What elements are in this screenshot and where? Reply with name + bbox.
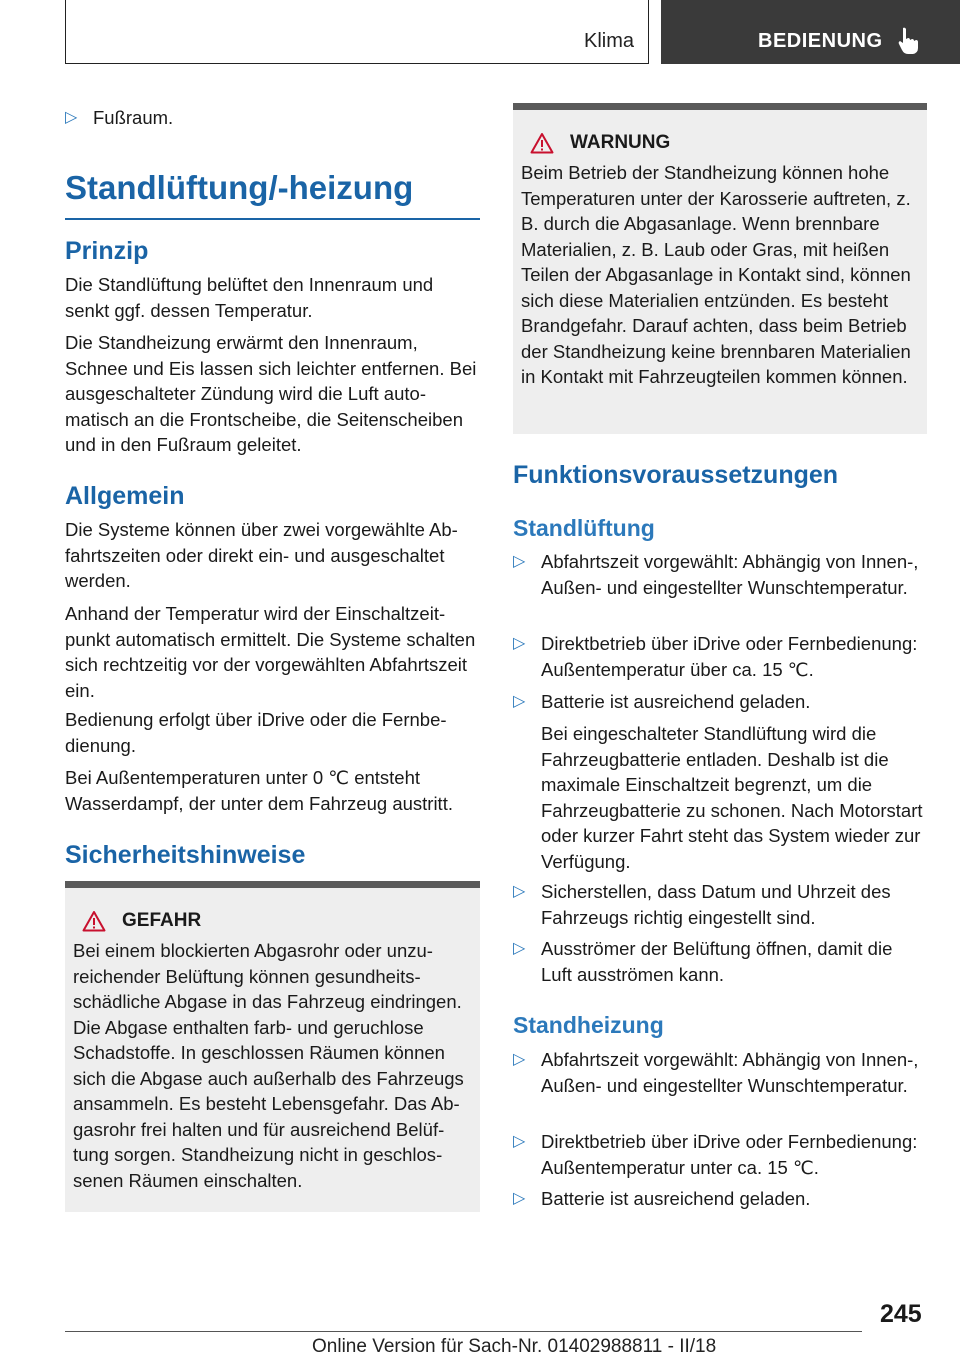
title-rule [65, 218, 480, 220]
bullet-triangle-icon: ▷ [513, 1133, 526, 1150]
heading-standheizung: Standheizung [513, 1012, 664, 1038]
bullet-triangle-icon: ▷ [513, 940, 526, 957]
page-title-block [65, 168, 480, 220]
warning-box-title: WARNUNG [530, 130, 919, 156]
warning-triangle-icon [530, 132, 554, 154]
heading-standlueftung: Standlüftung [513, 515, 655, 541]
list-item: ▷ Ausströmer der Belüftung öffnen, damit die Luft ausströmen kann. [513, 938, 893, 985]
bullet-triangle-icon: ▷ [513, 553, 526, 570]
paragraph: Die Systeme können über zwei vorgewählte Abfahrtszeiten oder direkt ein- und ausgeschaltet werden. [65, 519, 458, 591]
list-item: ▷ Batterie ist ausreichend geladen. [513, 689, 927, 715]
warning-box [513, 103, 927, 434]
heading-funktionsvoraussetzungen: Funktionsvoraussetzungen [513, 461, 839, 489]
heading-allgemein: Allgemein [65, 482, 185, 510]
list-item: ▷ Direktbetrieb über iDrive oder Fernbedienung: Außentemperatur über ca. 15 ℃. [513, 633, 918, 680]
bullet-triangle-icon: ▷ [513, 693, 526, 710]
bullet-triangle-icon: ▷ [513, 883, 526, 900]
heading-sicherheitshinweise: Sicherheitshinweise [65, 841, 306, 869]
paragraph: Anhand der Temperatur wird der Einschaltzeitpunkt automatisch ermittelt. Die Systeme schalten sich rechtzeitig vor der vorgewählten Abfahrtszeit ein. [65, 603, 476, 701]
bullet-triangle-icon: ▷ [513, 1051, 526, 1068]
list-item: ▷ Sicherstellen, dass Datum und Uhrzeit des Fahrzeugs richtig eingestellt sind. [513, 881, 891, 928]
list-item: ▷ Abfahrtszeit vorgewählt: Abhängig von Innen-, Außen- und eingestellter Wunschtemperatur. [513, 1049, 919, 1096]
heading-prinzip: Prinzip [65, 237, 149, 265]
page-title: Standlüftung/-heizung [65, 169, 414, 206]
paragraph: Die Standheizung erwärmt den Innenraum, Schnee und Eis lassen sich leichter entfernen. Bei ausgeschalteter Zündung wird die Luft automatisch an die Frontscheibe, die Seitenscheiben und in den Fußraum geleitet. [65, 332, 477, 455]
danger-box-text: Bei einem blockierten Abgasrohr oder unzureichender Belüftung können gesundheitsschädliche Abgase in das Fahrzeug eindringen. Die Abgase enthalten farb- und geruchlose Schadstoffe. In geschlossen Räumen können sich die Abgase auch außerhalb des Fahrzeugs ansammeln. Es besteht Lebensgefahr. Das Abgasrohr frei halten und für ausreichend Belüftung sorgen. Standheizung nicht in geschlossenen Räumen einschalten. [73, 940, 464, 1191]
footer-rule [65, 1331, 862, 1332]
paragraph: Bedienung erfolgt über iDrive oder die Fernbedienung. [65, 709, 447, 756]
page-number: 245 [880, 1300, 922, 1328]
bullet-triangle-icon: ▷ [513, 1190, 526, 1207]
header-chapter-title: BEDIENUNG [758, 30, 883, 52]
list-item-note: Bei eingeschalteter Standlüftung wird die Fahrzeugbatterie entladen. Deshalb ist die maximale Einschaltzeit begrenzt, um die Fahrzeugbatterie zu schonen. Nach Motorstart oder kurzer Fahrt steht das System wieder zur Verfügung. [541, 723, 923, 872]
list-item: ▷ Abfahrtszeit vorgewählt: Abhängig von Innen-, Außen- und eingestellter Wunschtemperatur. [513, 551, 919, 598]
danger-box [65, 881, 480, 1212]
footer-text: Online Version für Sach-Nr. 01402988811 - II/18 [312, 1336, 717, 1357]
header-section-title: Klima [583, 30, 634, 52]
bullet-triangle-icon: ▷ [65, 109, 78, 126]
list-item: ▷ Batterie ist ausreichend geladen. [513, 1186, 927, 1212]
header-section-tab [65, 0, 649, 64]
warning-triangle-icon [82, 910, 106, 932]
list-item: ▷ Fußraum. [65, 105, 480, 131]
paragraph: Die Standlüftung belüftet den Innenraum und senkt ggf. dessen Temperatur. [65, 274, 434, 321]
header-chapter-tab [661, 0, 960, 64]
pointing-hand-icon [897, 26, 921, 54]
bullet-triangle-icon: ▷ [513, 635, 526, 652]
danger-box-title: GEFAHR [82, 908, 472, 934]
list-item: ▷ Direktbetrieb über iDrive oder Fernbedienung: Außentemperatur unter ca. 15 ℃. [513, 1131, 918, 1178]
paragraph: Bei Außentemperaturen unter 0 ℃ entsteht Wasserdampf, der unter dem Fahrzeug austritt. [65, 767, 453, 814]
warning-box-text: Beim Betrieb der Standheizung können hohe Temperaturen unter der Karosserie auftreten, z. B. durch die Abgasanlage. Wenn brennbare Materialien, z. B. Laub oder Gras, mit heißen Teilen der Abgasanlage in Kontakt sind, können sich diese Materialien entzünden. Es besteht Brandgefahr. Darauf achten, dass beim Betrieb der Standheizung keine brennbaren Materialien in Kontakt mit Fahrzeugteilen kommen können. [521, 162, 911, 387]
